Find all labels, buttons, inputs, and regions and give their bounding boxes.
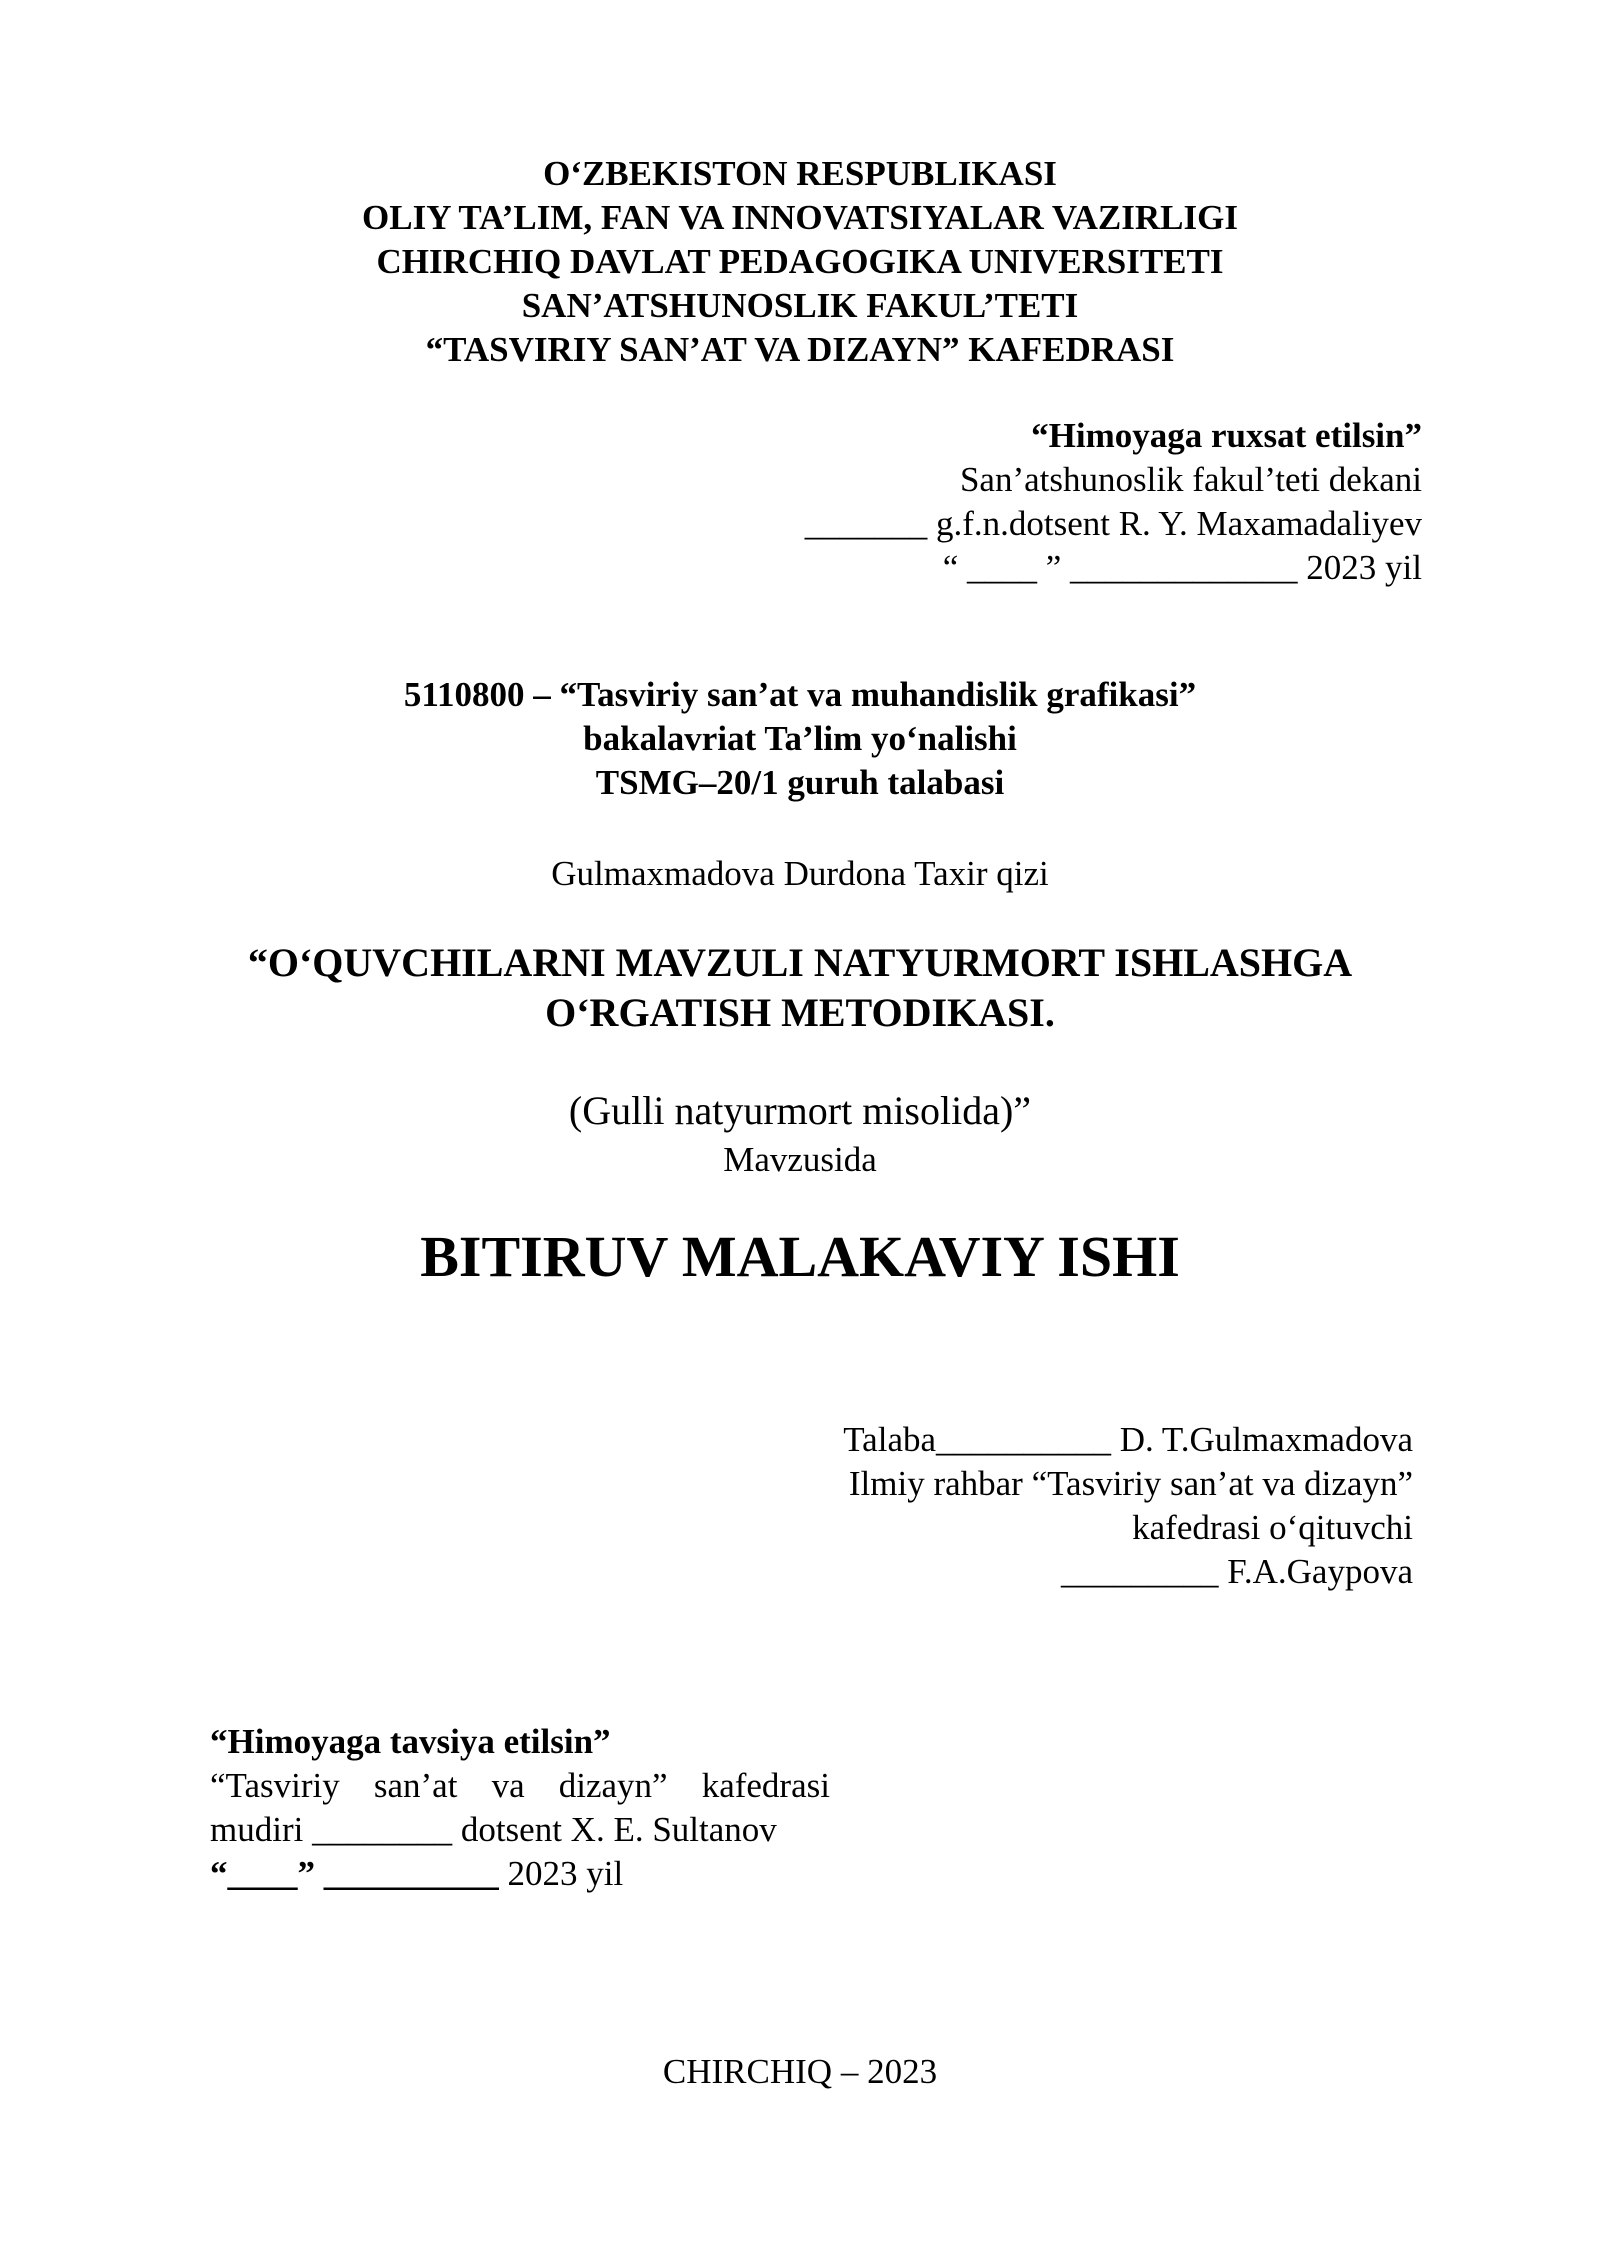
direction-level: bakalavriat Ta’lim yo‘nalishi [583,719,1017,758]
approval-date: “ ____ ” _____________ 2023 yil [942,548,1422,587]
topic-line-2: O‘RGATISH METODIKASI. [545,990,1055,1035]
recommendation-date-year: 2023 yil [507,1854,624,1893]
dept-word: “Tasviriy [210,1766,340,1805]
dept-word: va [491,1766,525,1805]
header-line-department: “TASVIRIY SAN’AT VA DIZAYN” KAFEDRASI [425,330,1175,369]
topic-suffix: Mavzusida [723,1140,877,1179]
student-name: Gulmaxmadova Durdona Taxir qizi [551,854,1049,893]
dept-word: dizayn” [558,1766,668,1805]
supervisor-line-2: kafedrasi o‘qituvchi [1132,1508,1413,1547]
header-line-country: O‘ZBEKISTON RESPUBLIKASI [543,154,1057,193]
approval-role: San’atshunoslik fakul’teti dekani [959,460,1422,499]
direction-code: 5110800 – “Tasviriy san’at va muhandislik grafikasi” [403,675,1197,714]
institution-header [0,152,1600,372]
topic-line-1: “O‘QUVCHILARNI MAVZULI NATYURMORT ISHLASHGA [247,940,1353,985]
signature-block [843,1418,1413,1594]
approval-title: “Himoyaga ruxsat etilsin” [1031,416,1422,455]
recommendation-date-day: “____” [210,1854,315,1893]
header-line-university: CHIRCHIQ DAVLAT PEDAGOGIKA UNIVERSITETI [376,242,1224,281]
topic-subtitle: (Gulli natyurmort misolida)” [568,1088,1032,1133]
recommendation-head: mudiri ________ dotsent X. E. Sultanov [210,1810,777,1849]
defense-approval-block [805,414,1422,590]
direction-group: TSMG–20/1 guruh talabasi [595,763,1005,802]
recommendation-department [210,1764,830,1808]
recommendation-date-month: __________ [323,1854,499,1893]
dept-word: san’at [373,1766,458,1805]
work-title: BITIRUV MALAKAVIY ISHI [420,1224,1180,1289]
recommendation-date [210,1852,830,1896]
thesis-topic [0,938,1600,1038]
student-signature: Talaba__________ D. T.Gulmaxmadova [843,1420,1413,1459]
study-direction-block [0,673,1600,805]
supervisor-line-1: Ilmiy rahbar “Tasviriy san’at va dizayn” [848,1464,1413,1503]
header-line-faculty: SAN’ATSHUNOSLIK FAKUL’TETI [521,286,1079,325]
supervisor-signature: _________ F.A.Gaypova [1060,1552,1413,1591]
dept-word: kafedrasi [701,1766,830,1805]
approval-signer: _______ g.f.n.dotsent R. Y. Maxamadaliyev [804,504,1422,543]
recommendation-title: “Himoyaga tavsiya etilsin” [210,1722,611,1761]
city-year-footer: CHIRCHIQ – 2023 [662,2052,938,2091]
defense-recommendation-block [210,1720,830,1896]
header-line-ministry: OLIY TA’LIM, FAN VA INNOVATSIYALAR VAZIRLIGI [362,198,1238,237]
